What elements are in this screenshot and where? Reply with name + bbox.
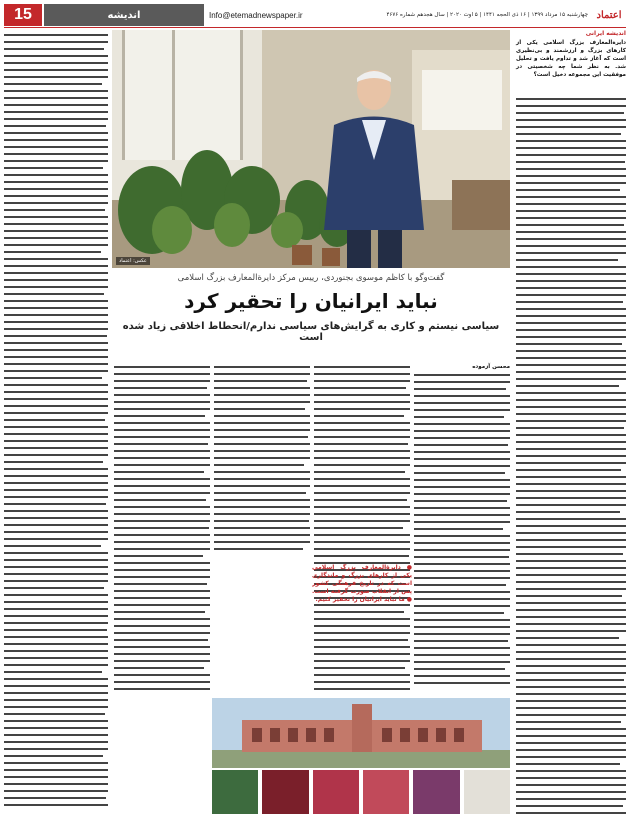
right-column-lead: دایرةالمعارف بزرگ اسلامی یکی از کارهای بزرگ و ارزشمند و بی‌نظیری است که آغاز شد و تداوم یافت و تحلیل شد. به نظر شما چه شخصیتی در موفقیت این مجموعه دخیل است؟: [516, 40, 626, 78]
article-columns: [112, 364, 510, 694]
interview-photo: [112, 30, 510, 268]
column-4-text-lines: [114, 364, 210, 694]
building-illustration: [212, 698, 510, 768]
book-cover: [313, 770, 359, 814]
article-kicker: گفت‌وگو با کاظم موسوی بجنوردی، رییس مرکز دایرةالمعارف بزرگ اسلامی: [177, 273, 445, 283]
article-column-3: [214, 364, 310, 559]
article-byline: محسن آزموده: [472, 364, 510, 370]
book-covers: [212, 770, 510, 814]
left-column: [4, 30, 108, 814]
page-header: [4, 4, 626, 26]
dateline: چهارشنبه ۱۵ مرداد ۱۳۹۹ | ۱۶ ذی الحجه ۱۴۴۱ | ۵ اوت ۲۰۲۰ | سال هجدهم شماره ۴۶۷۶: [386, 12, 588, 18]
book-cover: [413, 770, 459, 814]
page-number: 15: [4, 4, 42, 26]
column-1-text-lines: [414, 372, 510, 692]
column-3-text-lines: [214, 364, 310, 559]
left-column-text-lines: [4, 30, 108, 810]
book-cover: [212, 770, 258, 814]
photo-credit: عکس: اعتماد: [116, 257, 150, 265]
book-cover: [464, 770, 510, 814]
book-cover: [262, 770, 308, 814]
right-column-label: اندیشه ایرانی: [585, 30, 626, 37]
body-text-lines: [516, 96, 626, 818]
header-rule: [4, 27, 626, 28]
article-column-4: [114, 364, 210, 694]
section-title: اندیشه: [44, 4, 204, 26]
newspaper-logo: اعتماد: [596, 9, 622, 21]
headline-area: [112, 270, 510, 360]
pull-quote: ● دایرةالمعارف بزرگ اسلامی یکی از کارهای بزرگ و ماندگاری است که در تاریخ فرهنگی کشور پس از انقلاب صورت گرفته است. ● ما نباید ایرانیان را تحقیر کنیم.: [312, 564, 412, 603]
email-address: Info@etemadnewspaper.ir: [209, 10, 303, 20]
article-subhead: سیاسی نیستم و کاری به گرایش‌های سیاسی ندارم/انحطاط اخلاقی زیاد شده است: [122, 321, 500, 343]
right-column-body: [516, 83, 626, 818]
building-photo: [212, 698, 510, 768]
main-article: [112, 30, 510, 814]
article-headline: نباید ایرانیان را تحقیر کرد: [184, 289, 438, 313]
right-column: [516, 30, 626, 814]
book-cover: [363, 770, 409, 814]
office-photo-illustration: [112, 30, 510, 268]
article-column-1: [414, 364, 510, 694]
